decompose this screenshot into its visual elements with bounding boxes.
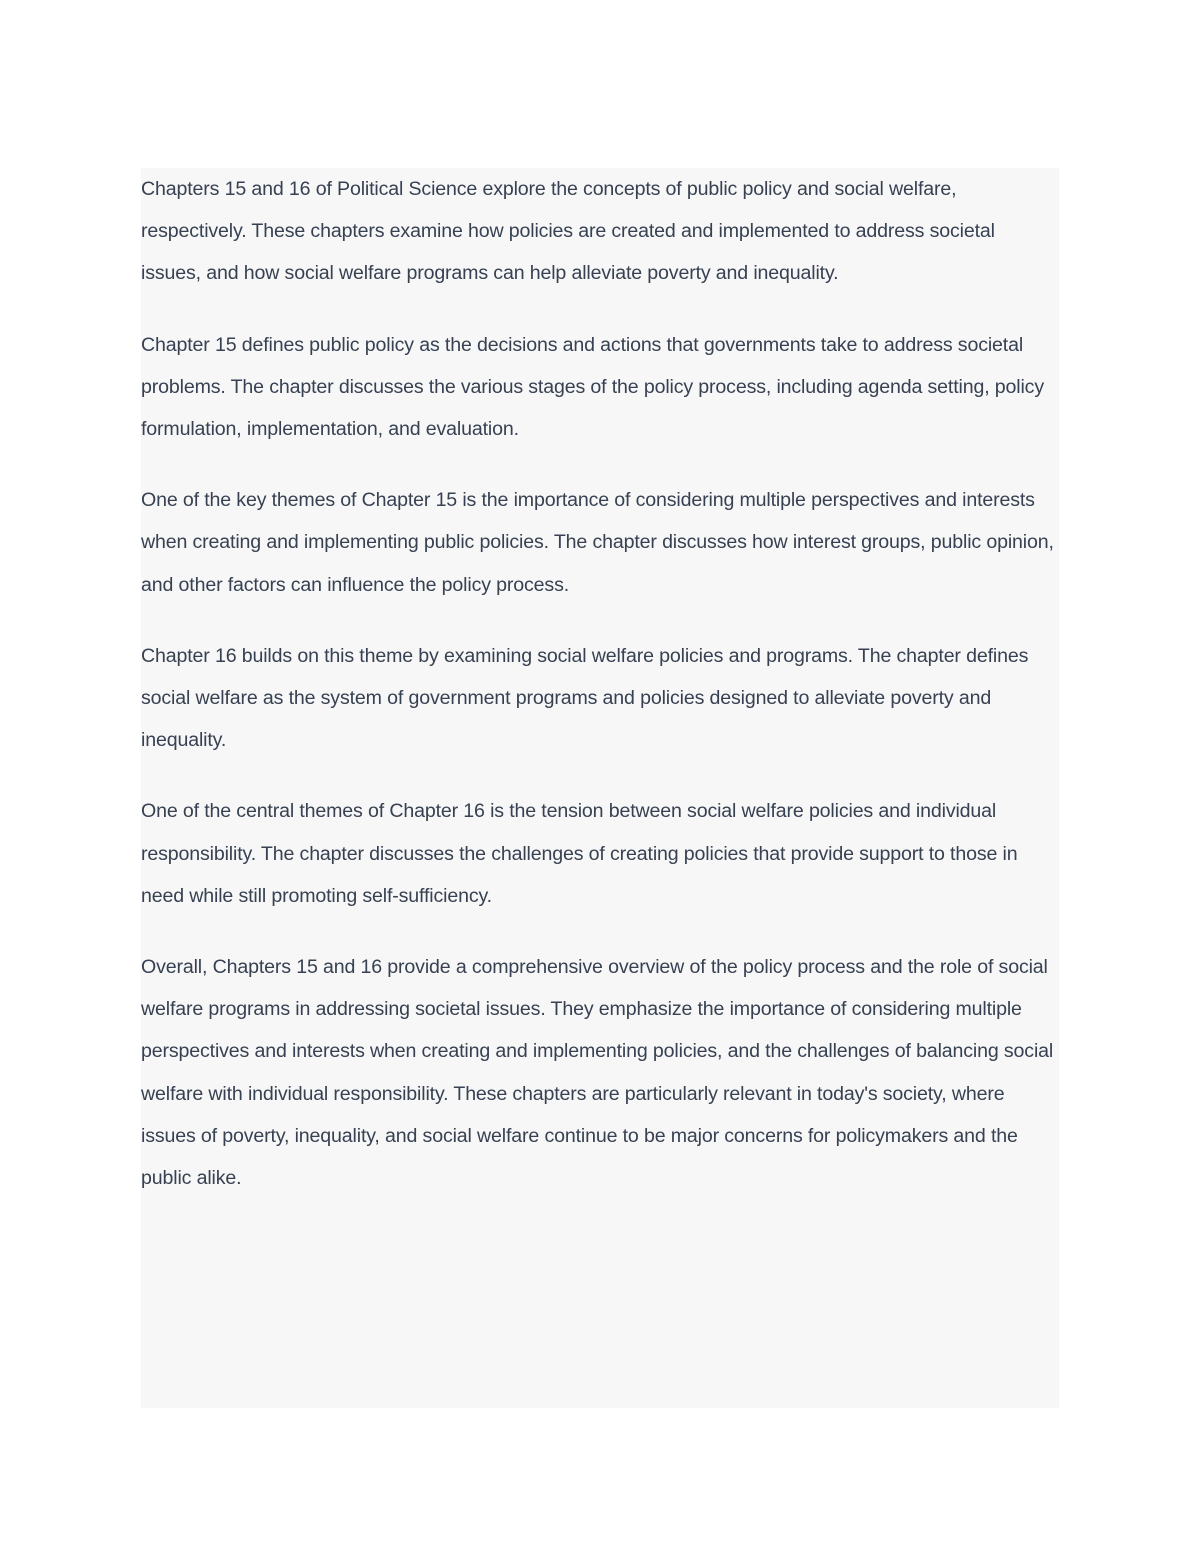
paragraph-chapter-16-themes: One of the central themes of Chapter 16 is the tension between social welfare policies and individual responsibility. The chapter discusses the challenges of creating policies that provide support to those in need while still promoting self-sufficiency. [141, 800, 1018, 907]
paragraph-chapter-16-definition: Chapter 16 builds on this theme by examining social welfare policies and programs. The chapter defines social welfare as the system of government programs and policies designed to alleviate poverty and inequality. [141, 644, 1029, 752]
article-body [141, 168, 1059, 1199]
paragraph-overall-summary: Overall, Chapters 15 and 16 provide a comprehensive overview of the policy process and the role of social welfare programs in addressing societal issues. They emphasize the importance of considering multiple perspectives and interests when creating and implementing policies, and the challenges of balancing social welfare with individual responsibility. These chapters are particularly relevant in today's society, where issues of poverty, inequality, and social welfare continue to be major concerns for policymakers and the public alike. [141, 956, 1054, 1190]
content-panel [141, 168, 1059, 1408]
paragraph-intro: Chapters 15 and 16 of Political Science explore the concepts of public policy and social welfare, respectively. These chapters examine how policies are created and implemented to address societal issues, and how social welfare programs can help alleviate poverty and inequality. [141, 178, 995, 285]
paragraph-chapter-15-definition: Chapter 15 defines public policy as the decisions and actions that governments take to address societal problems. The chapter discusses the various stages of the policy process, including agenda setting, policy formulation, implementation, and evaluation. [141, 333, 1044, 441]
paragraph-chapter-15-themes: One of the key themes of Chapter 15 is the importance of considering multiple perspectives and interests when creating and implementing public policies. The chapter discusses how interest groups, public opinion, and other factors can influence the policy process. [141, 489, 1054, 596]
